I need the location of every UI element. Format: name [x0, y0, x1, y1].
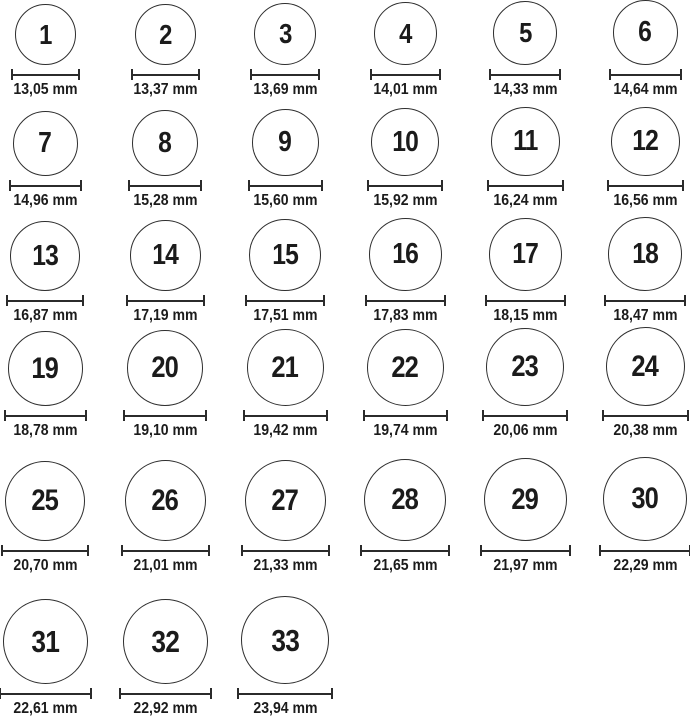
diameter-dimension-line — [485, 295, 566, 306]
ring-size-number: 32 — [151, 624, 179, 660]
ring-size-number: 31 — [31, 624, 59, 660]
diameter-dimension-line — [363, 410, 448, 421]
diameter-dimension-line — [0, 688, 92, 699]
ring-size-item — [465, 327, 585, 442]
ring-circle — [606, 327, 685, 406]
diameter-dimension-line — [599, 545, 690, 556]
ring-size-item — [225, 327, 345, 442]
diameter-dimension-line — [9, 180, 82, 191]
ring-size-number: 26 — [151, 483, 179, 517]
diameter-label: 14,96 mm — [12, 192, 78, 210]
ring-circle — [13, 111, 78, 176]
ring-size-item — [345, 327, 465, 442]
diameter-label: 17,19 mm — [132, 307, 198, 325]
diameter-dimension-line — [604, 295, 686, 306]
diameter-label: 14,64 mm — [612, 81, 678, 98]
ring-circle — [125, 460, 206, 541]
ring-size-item — [585, 442, 690, 577]
diameter-label: 15,28 mm — [132, 192, 198, 210]
ring-size-item — [465, 0, 585, 101]
ring-circle — [132, 110, 198, 176]
ring-size-item — [225, 0, 345, 101]
ring-size-item — [345, 0, 465, 101]
diameter-label: 18,47 mm — [612, 307, 678, 325]
ring-circle — [127, 330, 203, 406]
ring-size-number: 1 — [38, 18, 52, 50]
ring-size-number: 18 — [632, 237, 658, 270]
ring-size-item — [105, 100, 225, 212]
diameter-label: 16,24 mm — [492, 192, 558, 210]
ring-circle — [491, 107, 560, 176]
diameter-label: 13,05 mm — [12, 81, 78, 98]
ring-size-item — [0, 327, 105, 442]
ring-circle — [484, 458, 567, 541]
ring-size-number: 14 — [152, 239, 178, 272]
ring-circle — [247, 329, 324, 406]
diameter-label: 19,42 mm — [252, 422, 318, 440]
ring-size-number: 28 — [391, 483, 419, 517]
ring-circle — [603, 457, 687, 541]
ring-circle — [8, 331, 83, 406]
diameter-dimension-line — [1, 545, 89, 556]
ring-circle — [369, 218, 442, 291]
ring-grid-row — [0, 0, 690, 100]
ring-size-number: 20 — [151, 351, 179, 385]
diameter-label: 15,60 mm — [252, 192, 318, 210]
ring-size-item — [0, 100, 105, 212]
ring-size-item — [465, 212, 585, 327]
ring-circle — [15, 4, 76, 65]
ring-size-item — [585, 327, 690, 442]
diameter-dimension-line — [119, 688, 212, 699]
ring-circle — [489, 218, 562, 291]
ring-size-item — [0, 212, 105, 327]
ring-circle — [135, 4, 196, 65]
ring-size-item — [585, 100, 690, 212]
diameter-dimension-line — [121, 545, 210, 556]
ring-size-number: 15 — [272, 238, 298, 271]
ring-size-item — [345, 442, 465, 577]
ring-size-number: 33 — [271, 622, 299, 658]
ring-size-number: 3 — [278, 18, 292, 49]
ring-circle — [10, 221, 80, 291]
ring-size-item — [225, 100, 345, 212]
ring-size-item — [0, 442, 105, 577]
ring-size-item — [345, 212, 465, 327]
ring-size-number: 13 — [32, 239, 58, 272]
ring-size-item — [105, 577, 225, 720]
diameter-dimension-line — [602, 410, 689, 421]
diameter-dimension-line — [248, 180, 323, 191]
ring-size-number: 24 — [631, 349, 659, 383]
ring-size-item — [225, 577, 345, 720]
diameter-label: 14,01 mm — [372, 81, 438, 98]
ring-circle — [254, 3, 316, 65]
diameter-label: 22,29 mm — [612, 557, 678, 575]
diameter-label: 23,94 mm — [252, 700, 318, 718]
diameter-dimension-line — [4, 410, 87, 421]
ring-circle — [123, 599, 208, 684]
diameter-dimension-line — [480, 545, 571, 556]
ring-circle — [245, 460, 326, 541]
diameter-label: 13,37 mm — [132, 81, 198, 98]
diameter-label: 22,92 mm — [132, 700, 198, 718]
ring-size-number: 22 — [391, 350, 419, 384]
ring-grid-row — [0, 577, 690, 720]
diameter-dimension-line — [609, 69, 682, 80]
ring-circle — [364, 459, 446, 541]
ring-grid-row — [0, 212, 690, 327]
diameter-dimension-line — [370, 69, 441, 80]
ring-circle — [252, 109, 319, 176]
ring-size-number: 6 — [638, 16, 652, 48]
ring-size-number: 2 — [158, 18, 172, 50]
diameter-dimension-line — [237, 688, 333, 699]
ring-size-item — [225, 442, 345, 577]
ring-size-number: 30 — [631, 482, 659, 516]
diameter-label: 17,83 mm — [372, 307, 438, 325]
ring-size-number: 25 — [31, 484, 59, 518]
diameter-dimension-line — [489, 69, 561, 80]
diameter-label: 16,87 mm — [12, 307, 78, 325]
diameter-label: 20,06 mm — [492, 422, 558, 440]
diameter-label: 21,97 mm — [492, 557, 558, 575]
diameter-label: 15,92 mm — [372, 192, 438, 210]
ring-size-number: 29 — [511, 482, 539, 516]
ring-size-number: 23 — [511, 350, 539, 384]
ring-circle — [241, 596, 329, 684]
ring-size-number: 4 — [398, 17, 412, 49]
ring-size-item — [0, 577, 105, 720]
ring-size-item — [465, 100, 585, 212]
ring-circle — [371, 108, 439, 176]
diameter-label: 14,33 mm — [492, 81, 558, 98]
ring-size-number: 27 — [271, 483, 299, 517]
diameter-dimension-line — [243, 410, 328, 421]
ring-size-number: 19 — [31, 351, 59, 385]
ring-circle — [5, 461, 85, 541]
ring-size-number: 8 — [158, 126, 172, 159]
ring-grid-row — [0, 442, 690, 577]
ring-size-number: 21 — [271, 350, 299, 384]
ring-size-number: 7 — [38, 127, 52, 160]
ring-circle — [374, 2, 437, 65]
ring-size-item — [465, 442, 585, 577]
diameter-label: 13,69 mm — [252, 81, 318, 98]
diameter-label: 21,01 mm — [132, 557, 198, 575]
diameter-dimension-line — [128, 180, 202, 191]
diameter-label: 21,65 mm — [372, 557, 438, 575]
ring-size-number: 10 — [392, 125, 418, 158]
ring-circle — [130, 220, 201, 291]
diameter-dimension-line — [367, 180, 443, 191]
ring-grid-row — [0, 327, 690, 442]
diameter-dimension-line — [6, 295, 84, 306]
diameter-dimension-line — [245, 295, 325, 306]
diameter-label: 16,56 mm — [612, 192, 678, 210]
ring-grid-row — [0, 100, 690, 212]
ring-size-item — [345, 100, 465, 212]
ring-circle — [611, 107, 680, 176]
ring-circle — [249, 219, 321, 291]
diameter-dimension-line — [131, 69, 200, 80]
ring-circle — [493, 1, 557, 65]
diameter-label: 21,33 mm — [252, 557, 318, 575]
ring-size-item — [585, 212, 690, 327]
ring-size-item — [585, 0, 690, 101]
ring-circle — [608, 217, 682, 291]
ring-size-number: 16 — [392, 238, 418, 271]
diameter-label: 19,10 mm — [132, 422, 198, 440]
diameter-label: 18,15 mm — [492, 307, 558, 325]
ring-size-number: 17 — [512, 238, 538, 271]
ring-size-item — [225, 212, 345, 327]
diameter-dimension-line — [365, 295, 446, 306]
ring-size-item — [0, 0, 105, 101]
ring-circle — [486, 328, 564, 406]
ring-size-number: 5 — [518, 17, 532, 48]
ring-size-number: 9 — [278, 126, 292, 159]
ring-size-item — [105, 212, 225, 327]
diameter-label: 22,61 mm — [12, 700, 78, 718]
ring-size-number: 11 — [512, 125, 538, 158]
ring-size-item — [105, 442, 225, 577]
diameter-dimension-line — [482, 410, 568, 421]
diameter-dimension-line — [123, 410, 207, 421]
ring-size-number: 12 — [632, 125, 658, 158]
diameter-label: 18,78 mm — [12, 422, 78, 440]
ring-circle — [613, 0, 678, 65]
diameter-label: 19,74 mm — [372, 422, 438, 440]
diameter-dimension-line — [487, 180, 564, 191]
diameter-label: 20,38 mm — [612, 422, 678, 440]
diameter-dimension-line — [11, 69, 80, 80]
diameter-dimension-line — [607, 180, 684, 191]
diameter-dimension-line — [360, 545, 450, 556]
ring-size-item — [105, 327, 225, 442]
ring-circle — [367, 329, 444, 406]
diameter-label: 20,70 mm — [12, 557, 78, 575]
diameter-dimension-line — [250, 69, 320, 80]
diameter-label: 17,51 mm — [252, 307, 318, 325]
ring-size-item — [105, 0, 225, 101]
ring-circle — [3, 599, 88, 684]
diameter-dimension-line — [126, 295, 205, 306]
diameter-dimension-line — [241, 545, 330, 556]
